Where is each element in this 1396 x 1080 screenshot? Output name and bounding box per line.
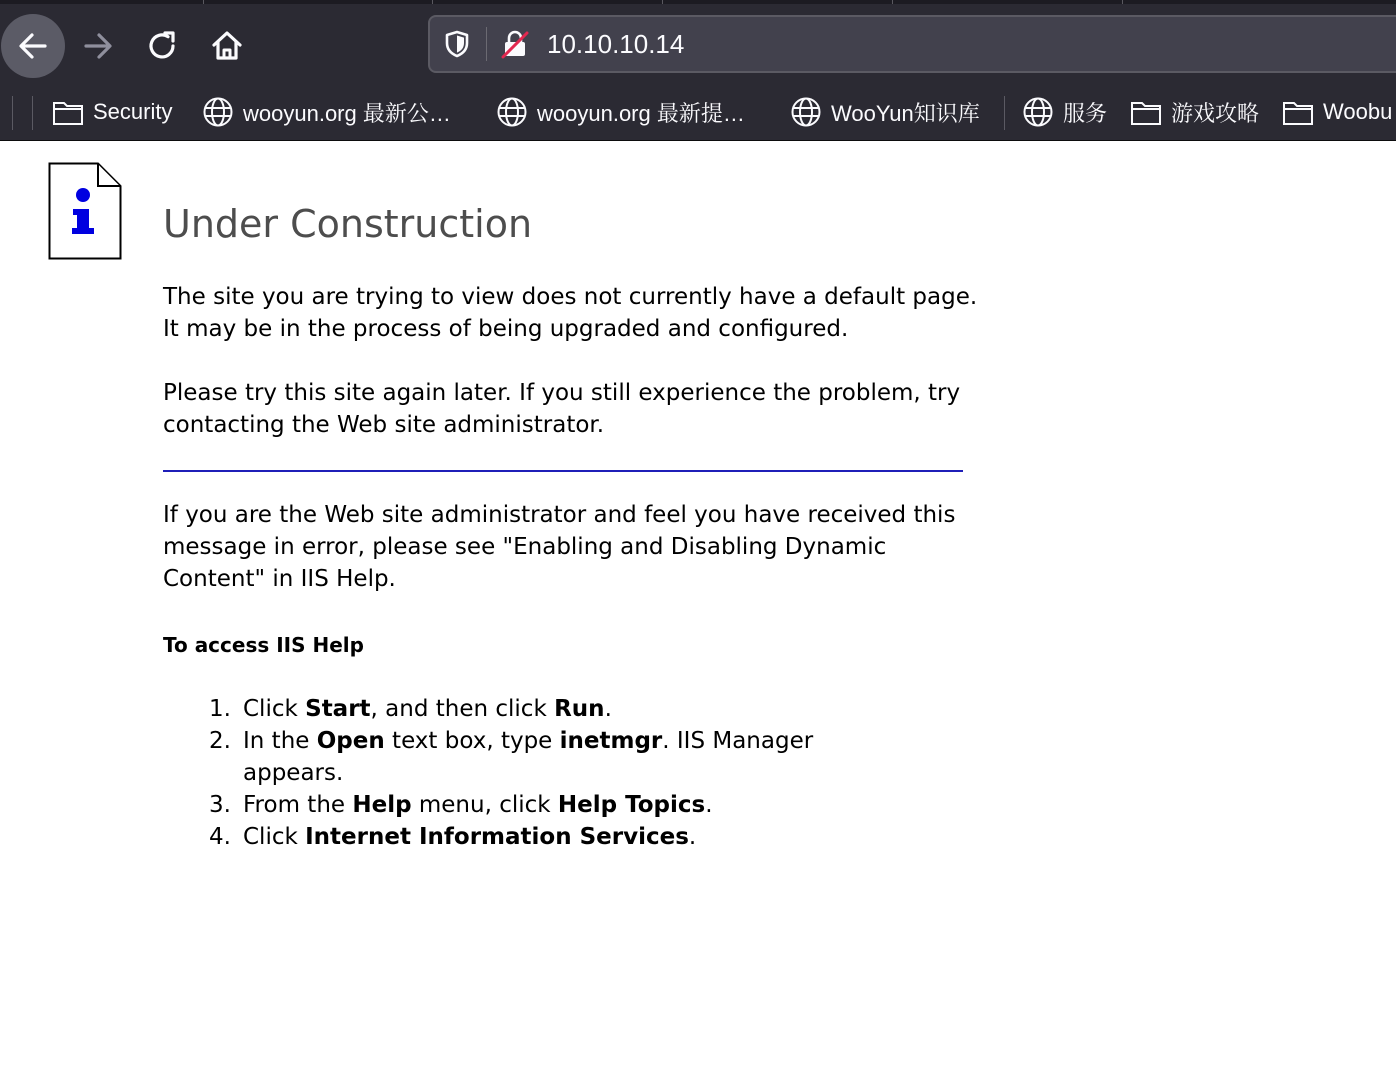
step-text: Click [243,696,306,722]
step-text: Click [243,824,306,850]
step-keyword: inetmgr [559,728,663,754]
bookmark-label: 游戏攻略 [1171,100,1260,126]
bookmark-services[interactable] [1022,92,1107,132]
step-number: 4. [209,824,231,850]
message-paragraph: If you are the Web site administrator and feel you have received this message in error, please see "Enabling and Disabling Dynamic Content" in IIS Help. [163,502,956,592]
folder-icon [1282,96,1314,128]
bookmarks-toolbar [0,84,1396,140]
reload-icon [146,29,180,63]
horizontal-rule [163,470,963,472]
browser-chrome [0,0,1396,141]
forward-button[interactable] [66,14,130,78]
folder-icon [52,96,84,128]
globe-icon [790,96,822,128]
page-content [0,141,1396,1080]
globe-icon [496,96,528,128]
back-button[interactable] [1,14,65,78]
address-bar-separator [486,27,487,61]
url-text[interactable]: 10.10.10.14 [547,29,685,59]
list-item [163,789,893,821]
help-steps-list [163,693,993,853]
insecure-lock-icon[interactable] [500,29,530,59]
globe-icon [1022,96,1054,128]
step-keyword: Run [554,696,605,722]
bookmark-label: Woobu [1323,99,1393,124]
step-keyword: Help [352,792,412,818]
list-item [163,725,893,789]
bookmarks-separator [32,96,33,130]
message-paragraph: Please try this site again later. If you still experience the problem, try contacting the Web site administrator. [163,380,961,438]
step-text: . [688,824,697,850]
bookmark-label: WooYun知识库 [831,100,980,126]
help-heading: To access IIS Help [163,633,364,657]
arrow-right-icon [81,29,115,63]
folder-icon [1130,96,1162,128]
home-button[interactable] [195,14,259,78]
bookmark-security-folder[interactable] [52,92,172,132]
list-item [163,821,893,853]
step-number: 3. [209,792,231,818]
bookmark-label: Security [93,99,173,124]
list-item [163,693,893,725]
address-bar[interactable] [428,15,1396,73]
message-paragraph: The site you are trying to view does not currently have a default page. It may be in the process of being upgraded and configured. [163,284,978,342]
home-icon [210,29,244,63]
step-text: text box, type [384,728,560,754]
step-text: . [604,696,612,722]
bookmark-wooyun-submit[interactable] [496,92,745,132]
step-keyword: Internet Information Services [305,824,689,850]
step-keyword: Help Topics [557,792,706,818]
bookmark-label: 服务 [1063,100,1108,126]
globe-icon [202,96,234,128]
bookmarks-separator [1004,96,1005,130]
info-document-icon [48,162,122,260]
bookmark-wooyun-knowledge[interactable] [790,92,980,132]
bookmark-wooyun-public[interactable] [202,92,451,132]
step-text: , and then click [370,696,555,722]
step-text: In the [243,728,317,754]
reload-button[interactable] [131,14,195,78]
page-title: Under Construction [163,202,533,246]
step-keyword: Start [305,696,371,722]
bookmark-label: wooyun.org 最新提… [537,100,745,126]
arrow-left-icon [16,29,50,63]
bookmark-label: wooyun.org 最新公… [243,100,451,126]
step-text: . IIS Manager appears. [243,728,814,786]
step-number: 2. [209,728,231,754]
step-number: 1. [209,696,231,722]
navigation-toolbar [0,4,1396,84]
step-text: From the [243,792,353,818]
bookmark-game-guides-folder[interactable] [1130,92,1259,132]
bookmarks-separator [12,96,13,130]
shield-icon[interactable] [442,29,472,59]
step-keyword: Open [316,728,385,754]
step-text: . [705,792,713,818]
step-text: menu, click [411,792,558,818]
bookmark-woobu-folder[interactable] [1282,92,1392,132]
